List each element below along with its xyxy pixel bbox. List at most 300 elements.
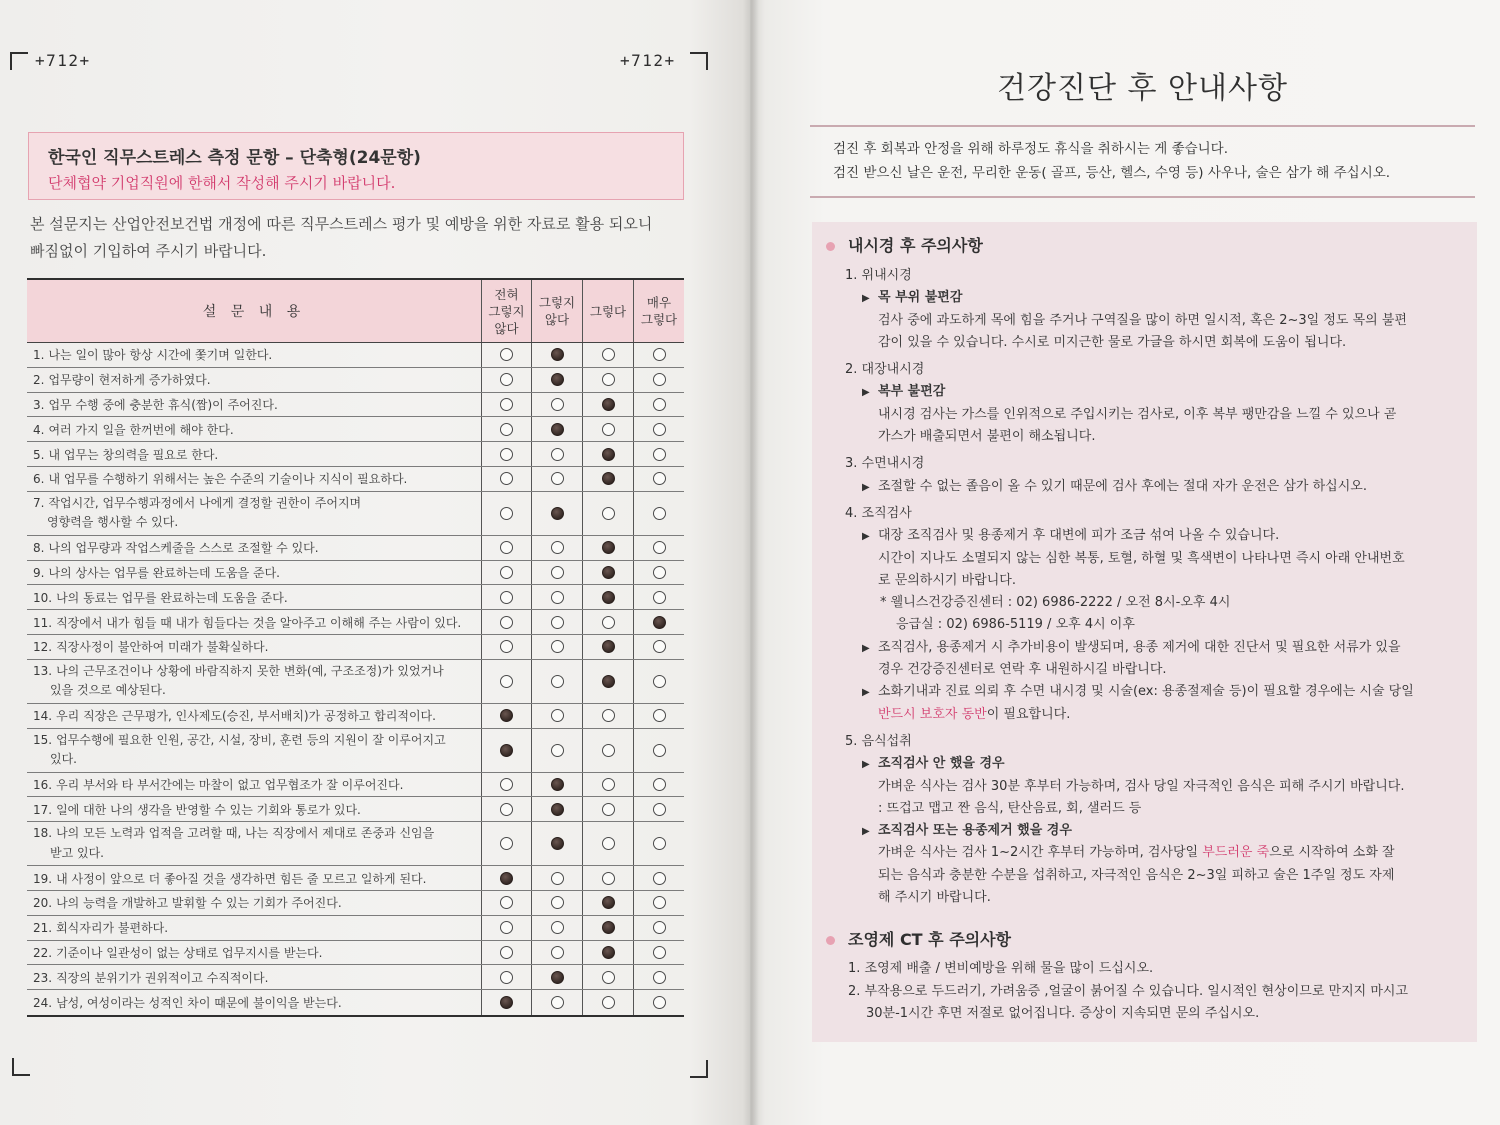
response-circle: [500, 448, 513, 461]
question-number: 7.: [33, 495, 45, 510]
point-text: 목 부위 불편감: [878, 290, 963, 306]
question-line: [33, 870, 426, 887]
response-cell: [481, 773, 531, 797]
question-text: 있을 것으로 예상된다.: [50, 683, 166, 698]
response-cell: [633, 635, 684, 659]
response-cell: [531, 797, 582, 821]
question-text: 일에 대한 나의 생각을 반영할 수 있는 기회와 통로가 있다.: [56, 802, 361, 817]
question-cell: [27, 866, 481, 890]
question-line: [33, 707, 436, 724]
response-cell: [531, 368, 582, 392]
response-circle: [602, 778, 615, 791]
question-line: [33, 396, 278, 413]
endoscopy-items: [812, 265, 1477, 909]
diet-item: [845, 731, 1477, 909]
option-header-1: [481, 280, 531, 342]
response-cell: [582, 417, 633, 441]
question-number: 5.: [33, 447, 45, 462]
response-cell: [633, 729, 684, 772]
response-cell: [633, 417, 684, 441]
response-cell: [481, 561, 531, 585]
question-cell: [27, 990, 481, 1015]
table-row: [27, 467, 684, 492]
response-cell: [481, 393, 531, 417]
response-cell: [633, 561, 684, 585]
response-circle: [602, 837, 615, 850]
question-text: 나의 근무조건이나 상황에 바람직하지 못한 변화(예, 구조조정)가 있었거나: [56, 663, 444, 678]
question-line: [33, 681, 481, 701]
response-cell: [481, 822, 531, 865]
question-line: [33, 919, 168, 936]
option-header-line: 않다: [494, 320, 519, 336]
question-number: 1.: [33, 348, 45, 363]
response-cell: [582, 822, 633, 865]
response-circle: [602, 971, 615, 984]
question-text: 내 업무는 창의력을 필요로 한다.: [48, 447, 219, 462]
response-cell: [582, 660, 633, 703]
body-line: 가벼운 식사는 검사 30분 후부터 가능하며, 검사 당일 자극적인 음식은 피해 주시기 바랍니다.: [878, 778, 1405, 794]
response-cell: [481, 417, 531, 441]
question-line: [33, 969, 268, 986]
response-cell: [582, 916, 633, 940]
response-circle: [602, 423, 615, 436]
response-circle: [500, 921, 513, 934]
response-cell: [582, 492, 633, 535]
response-circle: [653, 373, 666, 386]
response-circle: [551, 921, 564, 934]
question-text: 내 업무를 수행하기 위해서는 높은 수준의 기술이나 지식이 필요하다.: [48, 472, 408, 487]
question-number: 4.: [33, 422, 45, 437]
response-cell: [633, 393, 684, 417]
response-circle: [653, 709, 666, 722]
table-row: [27, 941, 684, 966]
option-header-line: 전혀: [494, 286, 519, 302]
response-cell: [531, 393, 582, 417]
response-cell: [633, 442, 684, 466]
response-circle: [653, 921, 666, 934]
response-cell: [582, 990, 633, 1015]
question-cell: [27, 729, 481, 772]
question-cell: [27, 442, 481, 466]
item-label: 3. 수면내시경: [845, 456, 925, 472]
response-cell: [531, 704, 582, 728]
crop-code-right: +712+: [620, 51, 676, 70]
body-line: 해 주시기 바랍니다.: [878, 890, 991, 906]
body-line: 검사 중에 과도하게 목에 힘을 주거나 구역질을 많이 하면 일시적, 혹은 2~3일 정도 목의 불편: [878, 312, 1407, 328]
response-cell: [633, 965, 684, 989]
question-cell: [27, 704, 481, 728]
response-circle: [653, 778, 666, 791]
gastroscopy-item: [845, 265, 1477, 354]
table-row: [27, 916, 684, 941]
response-circle-selected: [602, 472, 615, 485]
response-circle: [602, 348, 615, 361]
table-row: [27, 585, 684, 610]
response-circle: [500, 472, 513, 485]
question-number: 2.: [33, 373, 45, 388]
content-column-header: 설 문 내 용: [202, 304, 306, 320]
question-cell: [27, 417, 481, 441]
table-row: [27, 866, 684, 891]
table-row: [27, 965, 684, 990]
table-row: [27, 635, 684, 660]
response-cell: [531, 536, 582, 560]
response-circle-selected: [500, 744, 513, 757]
response-circle: [653, 398, 666, 411]
response-circle: [500, 541, 513, 554]
question-text: 나의 상사는 업무를 완료하는데 도움을 준다.: [48, 565, 280, 580]
response-circle-selected: [602, 566, 615, 579]
response-cell: [633, 797, 684, 821]
table-row: [27, 704, 684, 729]
question-cell: [27, 773, 481, 797]
table-row: [27, 891, 684, 916]
item-label: 1. 위내시경: [845, 268, 912, 283]
response-cell: [633, 990, 684, 1015]
response-cell: [531, 729, 582, 772]
response-cell: [633, 660, 684, 703]
response-cell: [633, 891, 684, 915]
response-circle: [653, 675, 666, 688]
point-text: 조직검사 또는 용종제거 했을 경우: [878, 823, 1072, 839]
response-cell: [633, 866, 684, 890]
response-circle: [500, 566, 513, 579]
response-circle: [551, 541, 564, 554]
body-line: [845, 842, 1477, 864]
response-circle-selected: [551, 803, 564, 816]
question-text: 직장사정이 불안하여 미래가 불확실하다.: [56, 640, 269, 655]
table-row: [27, 797, 684, 822]
response-circle: [653, 472, 666, 485]
response-cell: [531, 467, 582, 491]
question-cell: [27, 660, 481, 703]
response-circle-selected: [551, 373, 564, 386]
response-cell: [481, 704, 531, 728]
precautions-box: [812, 222, 1477, 1042]
item-label: 4. 조직검사: [845, 505, 912, 521]
question-line: [33, 470, 407, 487]
endoscopy-section-heading: [812, 234, 1477, 258]
question-text: 업무량이 현저하게 증가하였다.: [48, 373, 211, 388]
response-cell: [633, 941, 684, 965]
response-cell: [481, 585, 531, 609]
question-number: 8.: [33, 541, 45, 556]
body-line: 감이 있을 수 있습니다. 수시로 미지근한 물로 가글을 하시면 회복에 도움이 됩니다.: [878, 334, 1347, 350]
question-line: [33, 421, 234, 438]
table-row: [27, 773, 684, 798]
question-line: [33, 446, 218, 463]
response-cell: [633, 773, 684, 797]
question-line: [33, 494, 481, 514]
divider-bottom: [810, 196, 1475, 198]
question-number: 13.: [33, 663, 53, 678]
response-circle-selected: [500, 996, 513, 1009]
table-header-row: [27, 280, 684, 343]
response-cell: [582, 368, 633, 392]
response-circle-selected: [602, 640, 615, 653]
response-cell: [582, 585, 633, 609]
response-circle-selected: [602, 591, 615, 604]
response-cell: [633, 467, 684, 491]
point-text: 조직검사 안 했을 경우: [878, 756, 1005, 772]
response-circle: [653, 803, 666, 816]
response-circle: [653, 946, 666, 959]
response-circle: [653, 971, 666, 984]
response-cell: [481, 916, 531, 940]
response-cell: [481, 343, 531, 367]
option-header-2: [531, 280, 582, 342]
response-cell: [582, 729, 633, 772]
question-line: [33, 801, 361, 818]
response-cell: [633, 343, 684, 367]
response-circle: [653, 566, 666, 579]
response-cell: [582, 941, 633, 965]
ct-items: [812, 958, 1477, 1025]
question-text: 영향력을 행사할 수 있다.: [47, 515, 179, 530]
question-cell: [27, 822, 481, 865]
response-cell: [531, 417, 582, 441]
point-text: 조절할 수 없는 졸음이 올 수 있기 때문에 검사 후에는 절대 자가 운전은 삼가 하십시오.: [878, 478, 1367, 494]
response-circle-selected: [602, 921, 615, 934]
crop-mark-top-left: [10, 52, 28, 70]
response-circle-selected: [602, 896, 615, 909]
response-circle: [551, 398, 564, 411]
question-text: 남성, 여성이라는 성적인 차이 때문에 불이익을 받는다.: [56, 996, 342, 1011]
response-circle: [602, 996, 615, 1009]
response-circle: [653, 872, 666, 885]
question-cell: [27, 797, 481, 821]
question-number: 16.: [33, 777, 53, 792]
response-circle: [500, 507, 513, 520]
response-cell: [633, 536, 684, 560]
option-header-line: 매우: [646, 295, 672, 310]
response-circle-selected: [551, 778, 564, 791]
response-cell: [481, 990, 531, 1015]
intro-line: 검진 후 회복과 안정을 위해 하루정도 휴식을 취하시는 게 좋습니다.: [833, 141, 1229, 157]
response-cell: [531, 660, 582, 703]
point-line: [845, 753, 1477, 775]
response-cell: [582, 891, 633, 915]
response-cell: [531, 990, 582, 1015]
response-circle: [653, 541, 666, 554]
response-circle: [500, 616, 513, 629]
response-circle: [500, 675, 513, 688]
response-cell: [582, 343, 633, 367]
page-title: 건강진단 후 안내사항: [997, 71, 1288, 106]
response-circle: [500, 946, 513, 959]
response-cell: [481, 729, 531, 772]
response-circle: [602, 616, 615, 629]
question-text: 있다.: [50, 752, 77, 767]
body-text: 이 필요합니다.: [986, 706, 1071, 722]
response-circle-selected: [551, 837, 564, 850]
question-line: [33, 638, 268, 655]
response-cell: [582, 467, 633, 491]
response-circle: [653, 507, 666, 520]
point-text: 조직검사, 용종제거 시 추가비용이 발생되며, 용종 제거에 대한 진단서 및 필요한 서류가 있을: [878, 639, 1401, 655]
response-cell: [531, 822, 582, 865]
question-cell: [27, 561, 481, 585]
table-row: [27, 442, 684, 467]
question-line: [33, 750, 481, 770]
response-circle: [653, 744, 666, 757]
response-cell: [582, 536, 633, 560]
triangle-bullet-icon: [862, 753, 878, 776]
response-cell: [481, 941, 531, 965]
response-circle: [653, 640, 666, 653]
question-text: 나의 모든 노력과 업적을 고려할 때, 나는 직장에서 제대로 존중과 신임을: [56, 826, 435, 841]
response-circle-selected: [602, 398, 615, 411]
question-cell: [27, 536, 481, 560]
question-line: [33, 564, 280, 581]
question-number: 10.: [33, 590, 53, 605]
response-cell: [481, 467, 531, 491]
point-line: [845, 525, 1477, 547]
body-line: 내시경 검사는 가스를 인위적으로 주입시키는 검사로, 이후 복부 팽만감을 느낄 수 있으나 곧: [878, 406, 1397, 422]
point-line: [845, 637, 1477, 659]
response-circle-selected: [653, 616, 666, 629]
response-circle: [500, 423, 513, 436]
response-cell: [633, 368, 684, 392]
response-circle-selected: [500, 709, 513, 722]
post-exam-intro: [833, 137, 1390, 185]
response-circle: [551, 872, 564, 885]
response-circle: [500, 971, 513, 984]
question-text: 받고 있다.: [50, 845, 104, 860]
survey-subtitle: 단체협약 기업직원에 한해서 작성해 주시기 바랍니다.: [48, 174, 396, 192]
question-line: [33, 894, 342, 911]
response-cell: [531, 635, 582, 659]
question-line: [33, 776, 403, 793]
response-circle: [500, 837, 513, 850]
response-circle: [602, 803, 615, 816]
circle-bullet-icon: [826, 936, 835, 945]
triangle-bullet-icon: [862, 681, 878, 704]
response-circle: [551, 616, 564, 629]
response-circle-selected: [551, 348, 564, 361]
response-cell: [481, 635, 531, 659]
response-circle: [602, 872, 615, 885]
table-row: [27, 368, 684, 393]
question-cell: [27, 368, 481, 392]
response-cell: [531, 773, 582, 797]
circle-bullet-icon: [826, 242, 835, 251]
response-cell: [481, 891, 531, 915]
response-cell: [582, 965, 633, 989]
response-cell: [481, 442, 531, 466]
intro-line: 본 설문지는 산업안전보건법 개정에 따른 직무스트레스 평가 및 예방을 위한 자료로 활용 되오니: [30, 215, 653, 233]
question-line: [33, 346, 272, 363]
body-line: 경우 건강증진센터로 연락 후 내원하시길 바랍니다.: [878, 662, 1167, 678]
response-cell: [633, 610, 684, 634]
section-heading-text: 내시경 후 주의사항: [848, 236, 983, 255]
question-text: 나의 동료는 업무를 완료하는데 도움을 준다.: [56, 590, 288, 605]
point-text: 복부 불편감: [878, 384, 946, 400]
question-number: 3.: [33, 397, 45, 412]
response-circle: [500, 591, 513, 604]
response-cell: [582, 866, 633, 890]
question-cell: [27, 610, 481, 634]
triangle-bullet-icon: [862, 525, 878, 548]
response-circle: [602, 373, 615, 386]
response-circle-selected: [551, 971, 564, 984]
question-number: 20.: [33, 896, 53, 911]
option-header-4: [633, 280, 684, 342]
table-row: [27, 492, 684, 536]
biopsy-item: [845, 503, 1477, 726]
response-circle: [500, 778, 513, 791]
question-number: 21.: [33, 921, 53, 936]
triangle-bullet-icon: [862, 381, 878, 404]
response-cell: [531, 610, 582, 634]
question-number: 6.: [33, 472, 45, 487]
intro-line: 검진 받으신 날은 운전, 무리한 운동( 골프, 등산, 헬스, 수영 등) 사우나, 술은 삼가 해 주십시오.: [833, 165, 1391, 181]
question-text: 내 사정이 앞으로 더 좋아질 것을 생각하면 힘든 줄 모르고 일하게 된다.: [56, 871, 427, 886]
response-cell: [582, 797, 633, 821]
response-circle: [500, 398, 513, 411]
question-number: 18.: [33, 826, 53, 841]
response-circle: [551, 472, 564, 485]
point-line: [845, 820, 1477, 842]
response-circle: [551, 709, 564, 722]
option-header-3: [582, 280, 633, 342]
crop-mark-bottom-right: [690, 1060, 708, 1078]
question-line: [33, 589, 288, 606]
table-row: [27, 393, 684, 418]
highlight-text: 부드러운 죽: [1202, 845, 1270, 861]
response-circle-selected: [551, 507, 564, 520]
ct-item: 1. 조영제 배출 / 변비예방을 위해 물을 많이 드십시오.: [848, 961, 1154, 977]
response-circle: [551, 744, 564, 757]
response-circle: [500, 348, 513, 361]
response-circle: [500, 803, 513, 816]
question-text: 업무수행에 필요한 인원, 공간, 시설, 장비, 훈련 등의 지원이 잘 이루어지고: [56, 732, 446, 747]
survey-title: 한국인 직무스트레스 측정 문항 – 단축형(24문항): [48, 148, 421, 168]
option-header-line: 그렇다: [640, 312, 678, 327]
question-line: [33, 731, 481, 751]
response-cell: [582, 635, 633, 659]
response-circle-selected: [500, 872, 513, 885]
question-text: 직장의 분위기가 권위적이고 수직적이다.: [56, 970, 269, 985]
point-line: [845, 381, 1477, 403]
response-circle: [653, 448, 666, 461]
response-cell: [582, 561, 633, 585]
question-number: 15.: [33, 732, 53, 747]
response-circle: [551, 896, 564, 909]
response-circle: [500, 640, 513, 653]
point-line: [845, 476, 1477, 498]
ct-item: 2. 부작용으로 두드러기, 가려움증 ,얼굴이 붉어질 수 있습니다. 일시적인 현상이므로 만지지 마시고: [848, 983, 1409, 999]
response-circle: [653, 423, 666, 436]
question-text: 나는 일이 많아 항상 시간에 쫓기며 일한다.: [48, 348, 273, 363]
response-cell: [531, 941, 582, 965]
question-line: [33, 614, 461, 631]
item-label: 2. 대장내시경: [845, 362, 925, 378]
table-row: [27, 610, 684, 635]
question-number: 14.: [33, 709, 53, 724]
question-cell: [27, 343, 481, 367]
body-text: 으로 시작하여 소화 잘: [1269, 845, 1395, 861]
response-cell: [531, 492, 582, 535]
response-cell: [633, 916, 684, 940]
body-line: [845, 704, 1477, 726]
option-header-line: 그렇지: [538, 295, 576, 310]
table-row: [27, 990, 684, 1015]
table-row: [27, 536, 684, 561]
response-cell: [531, 585, 582, 609]
crop-code-left: +712+: [35, 51, 91, 70]
response-cell: [633, 704, 684, 728]
